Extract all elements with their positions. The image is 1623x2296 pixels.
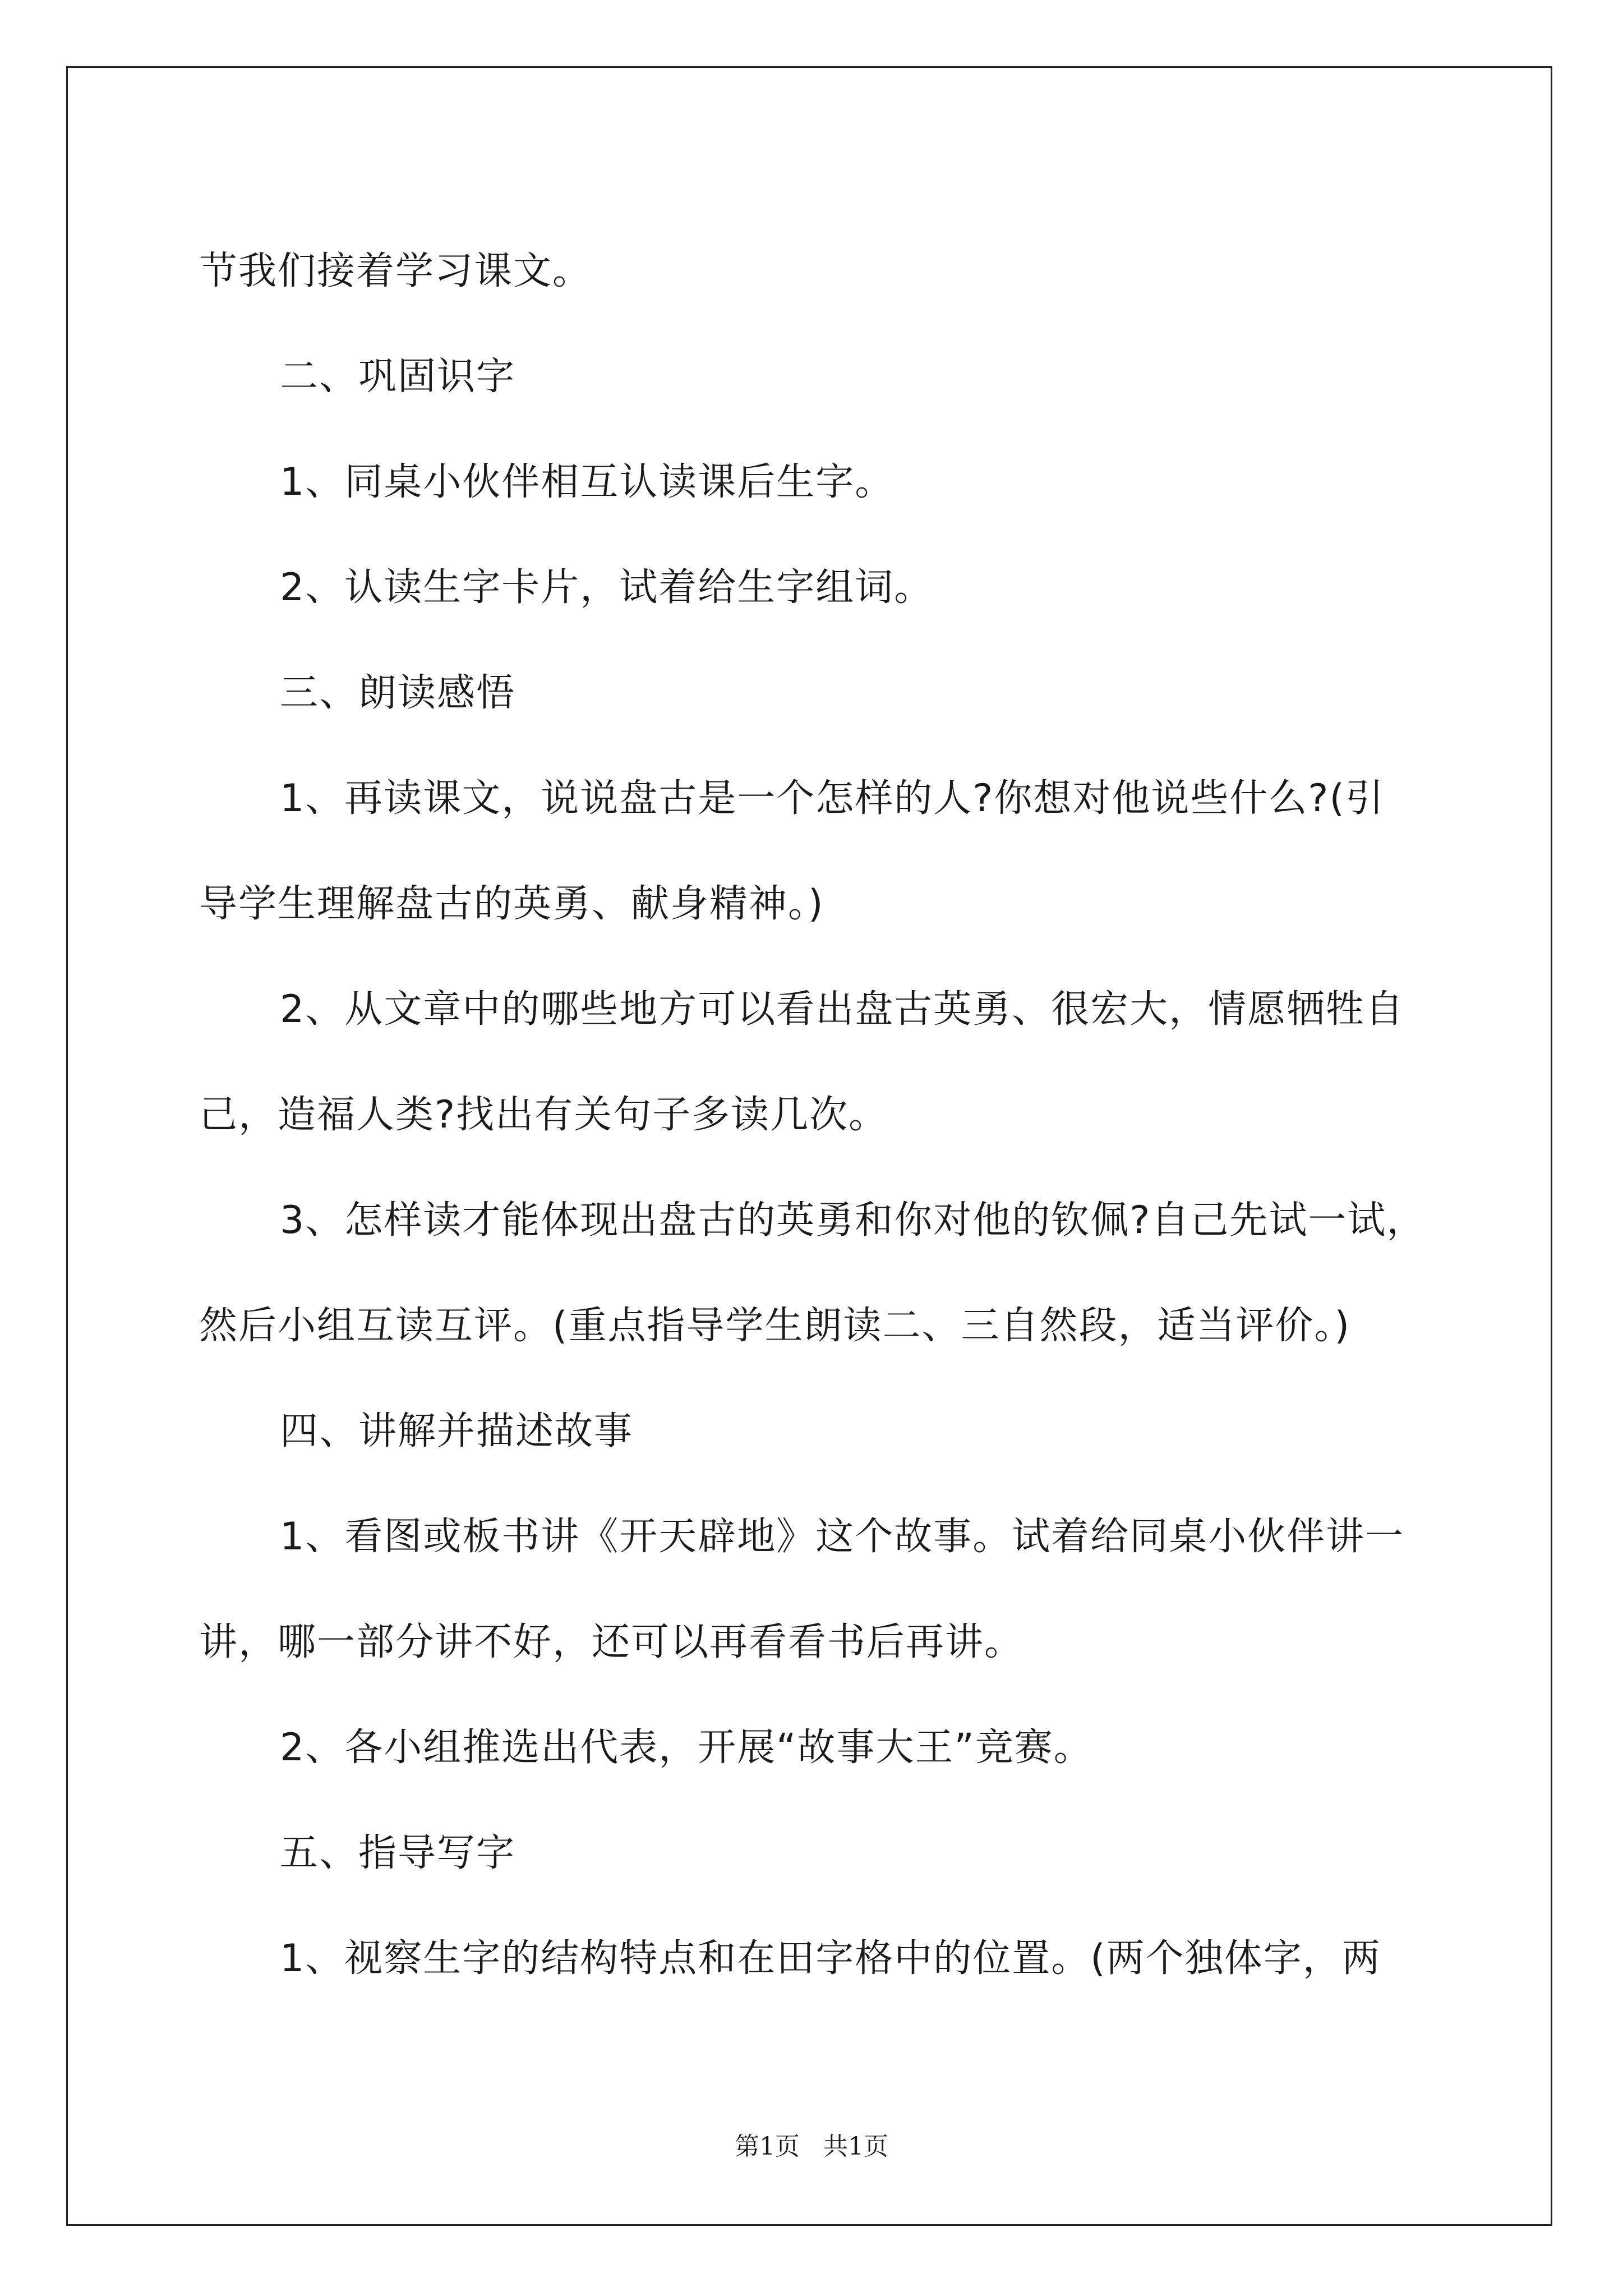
paragraph-line: 1、看图或板书讲《开天辟地》这个故事。试着给同桌小伙伴讲一 xyxy=(280,1515,1405,1559)
paragraph-line: 1、视察生字的结构特点和在田字格中的位置。(两个独体字，两 xyxy=(280,1936,1381,1981)
page-footer xyxy=(0,2126,1623,2162)
section-heading: 三、朗读感悟 xyxy=(280,671,516,715)
paragraph-line: 2、认读生字卡片，试着给生字组词。 xyxy=(280,565,934,610)
page-number-current: 第1页 xyxy=(735,2132,800,2161)
paragraph-line: 然后小组互读互评。(重点指导学生朗读二、三自然段，适当评价。) xyxy=(199,1304,1351,1348)
paragraph-line: 导学生理解盘古的英勇、献身精神。) xyxy=(199,882,824,926)
section-heading: 二、巩固识字 xyxy=(280,355,516,399)
section-heading: 四、讲解并描述故事 xyxy=(280,1409,634,1453)
section-heading: 五、指导写字 xyxy=(280,1831,516,1875)
paragraph-line: 讲，哪一部分讲不好，还可以再看看书后再讲。 xyxy=(199,1620,1024,1664)
page-number-total: 共1页 xyxy=(823,2132,888,2161)
paragraph-line: 1、同桌小伙伴相互认读课后生字。 xyxy=(280,460,895,504)
paragraph-line: 2、各小组推选出代表，开展“故事大王”竞赛。 xyxy=(280,1726,1093,1770)
paragraph-line: 节我们接着学习课文。 xyxy=(199,249,592,293)
paragraph-line: 1、再读课文，说说盘古是一个怎样的人?你想对他说些什么?(引 xyxy=(280,776,1385,821)
paragraph-line: 2、从文章中的哪些地方可以看出盘古英勇、很宏大，情愿牺牲自 xyxy=(280,987,1405,1032)
paragraph-line: 己，造福人类?找出有关句子多读几次。 xyxy=(199,1093,888,1137)
document-body xyxy=(199,219,1469,2012)
paragraph-line: 3、怎样读才能体现出盘古的英勇和你对他的钦佩?自己先试一试， xyxy=(280,1198,1426,1243)
